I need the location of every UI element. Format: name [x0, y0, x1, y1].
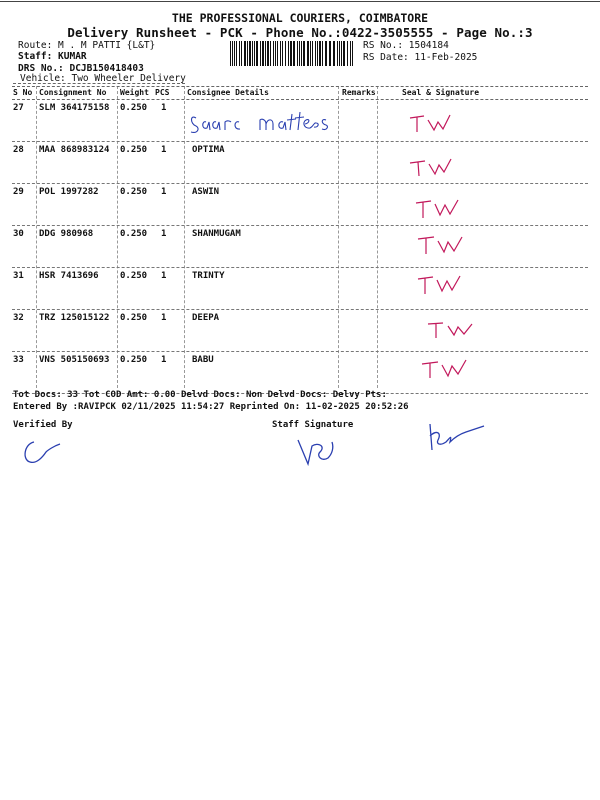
top-rule — [0, 1, 600, 2]
barcode-bar — [337, 41, 338, 66]
barcode-bar — [236, 41, 237, 66]
barcode-bar — [315, 41, 316, 66]
cell-consignment: POL 1997282 — [39, 187, 99, 197]
cell-weight: 0.250 — [120, 271, 148, 281]
barcode-bar — [310, 41, 311, 66]
cell-consignment: DDG 980968 — [39, 229, 94, 239]
header-remarks: Remarks — [342, 88, 376, 97]
header-consignee: Consignee Details — [187, 88, 269, 97]
cell-sno: 28 — [13, 145, 24, 155]
cell-consignment: VNS 505150693 — [39, 355, 110, 365]
barcode-bar — [244, 41, 246, 66]
authorized-signature — [420, 420, 486, 454]
barcode-bar — [293, 41, 295, 66]
header-consignment: Consignment No — [39, 88, 107, 97]
cell-sno: 32 — [13, 313, 24, 323]
cell-pcs: 1 — [161, 145, 167, 155]
cell-sno: 33 — [13, 355, 24, 365]
barcode-bar — [270, 41, 271, 66]
barcode-bar — [343, 41, 345, 66]
barcode-bar — [239, 41, 240, 66]
barcode-bar — [265, 41, 266, 66]
barcode-bar — [317, 41, 318, 66]
signature-mark — [420, 356, 468, 380]
barcode-bar — [333, 41, 335, 66]
staff-label: Staff: KUMAR — [18, 51, 87, 62]
barcode-bar — [241, 41, 242, 66]
cell-sno: 30 — [13, 229, 24, 239]
cell-sno: 29 — [13, 187, 24, 197]
staff-signature — [294, 434, 338, 468]
vehicle-label: Vehicle: Two Wheeler Delivery — [20, 73, 186, 84]
barcode-bar — [312, 41, 313, 66]
company-title: THE PROFESSIONAL COURIERS, COIMBATORE — [171, 11, 429, 25]
rs-date: RS Date: 11-Feb-2025 — [363, 52, 478, 63]
barcode-bar — [347, 41, 348, 66]
cell-consignee: ASWIN — [192, 187, 220, 197]
cell-consignment: SLM 364175158 — [39, 103, 110, 113]
table-row — [12, 142, 588, 184]
barcode-bar — [352, 41, 353, 66]
verifier-signature — [20, 436, 64, 468]
cell-weight: 0.250 — [120, 355, 148, 365]
barcode-bar — [339, 41, 340, 66]
cell-consignee: SHANMUGAM — [192, 229, 241, 239]
cell-weight: 0.250 — [120, 187, 148, 197]
barcode-bar — [234, 41, 235, 66]
handwritten-consignee — [186, 104, 336, 136]
barcode-bar — [290, 41, 292, 66]
barcode-bar — [319, 41, 321, 66]
barcode-bar — [247, 41, 248, 66]
barcode-bar — [325, 41, 327, 66]
table-row — [12, 352, 588, 394]
staff-signature-label: Staff Signature — [272, 420, 354, 430]
signature-mark — [416, 272, 462, 296]
cell-pcs: 1 — [161, 103, 167, 113]
cell-pcs: 1 — [161, 355, 167, 365]
barcode-bar — [288, 41, 289, 66]
barcode-bar — [282, 41, 283, 66]
runsheet-title: Delivery Runsheet - PCK - Phone No.:0422-3505555 - Page No.:3 — [67, 25, 533, 40]
totals-line: Tot Docs: 33 Tot COD Amt: 0.00 Delvd Docs: Non Delvd Docs: Delvy Pts: — [13, 390, 387, 400]
barcode-bar — [252, 41, 253, 66]
barcode-bar — [301, 41, 302, 66]
drs-number: DRS No.: DCJB150418403 — [18, 63, 144, 74]
header-sno: S No — [13, 88, 33, 97]
barcode-bar — [273, 41, 274, 66]
cell-pcs: 1 — [161, 271, 167, 281]
route-label: Route: M . M PATTI {L&T} — [18, 40, 156, 51]
cell-consignment: HSR 7413696 — [39, 271, 99, 281]
cell-consignee: TRINTY — [192, 271, 225, 281]
barcode-image — [230, 41, 356, 66]
table-row — [12, 184, 588, 226]
cell-consignee: OPTIMA — [192, 145, 225, 155]
barcode-bar — [256, 41, 258, 66]
barcode-bar — [267, 41, 269, 66]
barcode-bar — [260, 41, 261, 66]
header-pcs: PCS — [155, 88, 170, 97]
signature-mark — [408, 154, 454, 178]
cell-weight: 0.250 — [120, 145, 148, 155]
cell-consignee: BABU — [192, 355, 214, 365]
barcode-bar — [277, 41, 278, 66]
cell-weight: 0.250 — [120, 313, 148, 323]
cell-sno: 27 — [13, 103, 24, 113]
header-weight: Weight — [120, 88, 149, 97]
barcode-bar — [230, 41, 231, 66]
cell-weight: 0.250 — [120, 103, 148, 113]
barcode-bar — [254, 41, 255, 66]
table-row — [12, 268, 588, 310]
signature-mark — [414, 196, 460, 220]
rs-number: RS No.: 1504184 — [363, 40, 449, 51]
barcode-bar — [232, 41, 233, 66]
cell-pcs: 1 — [161, 313, 167, 323]
barcode-bar — [307, 41, 309, 66]
signature-mark — [426, 318, 474, 340]
cell-sno: 31 — [13, 271, 24, 281]
cell-pcs: 1 — [161, 187, 167, 197]
cell-consignment: MAA 868983124 — [39, 145, 110, 155]
cell-weight: 0.250 — [120, 229, 148, 239]
barcode-bar — [249, 41, 251, 66]
barcode-bar — [303, 41, 305, 66]
signature-mark — [416, 232, 464, 256]
barcode-bar — [341, 41, 342, 66]
table-header — [12, 86, 588, 100]
barcode-bar — [275, 41, 276, 66]
cell-consignee: DEEPA — [192, 313, 220, 323]
barcode-bar — [299, 41, 300, 66]
table-row — [12, 310, 588, 352]
barcode-bar — [350, 41, 351, 66]
barcode-bar — [280, 41, 281, 66]
entered-by-line: Entered By :RAVIPCK 02/11/2025 11:54:27 Reprinted On: 11-02-2025 20:52:26 — [13, 402, 409, 412]
barcode-bar — [329, 41, 331, 66]
table-row — [12, 226, 588, 268]
cell-consignment: TRZ 125015122 — [39, 313, 110, 323]
header-seal-signature: Seal & Signature — [402, 88, 480, 97]
cell-pcs: 1 — [161, 229, 167, 239]
barcode-bar — [285, 41, 286, 66]
barcode-bar — [262, 41, 264, 66]
barcode-bar — [297, 41, 298, 66]
barcode-bar — [322, 41, 323, 66]
verified-by-label: Verified By — [13, 420, 73, 430]
signature-mark — [408, 112, 454, 134]
